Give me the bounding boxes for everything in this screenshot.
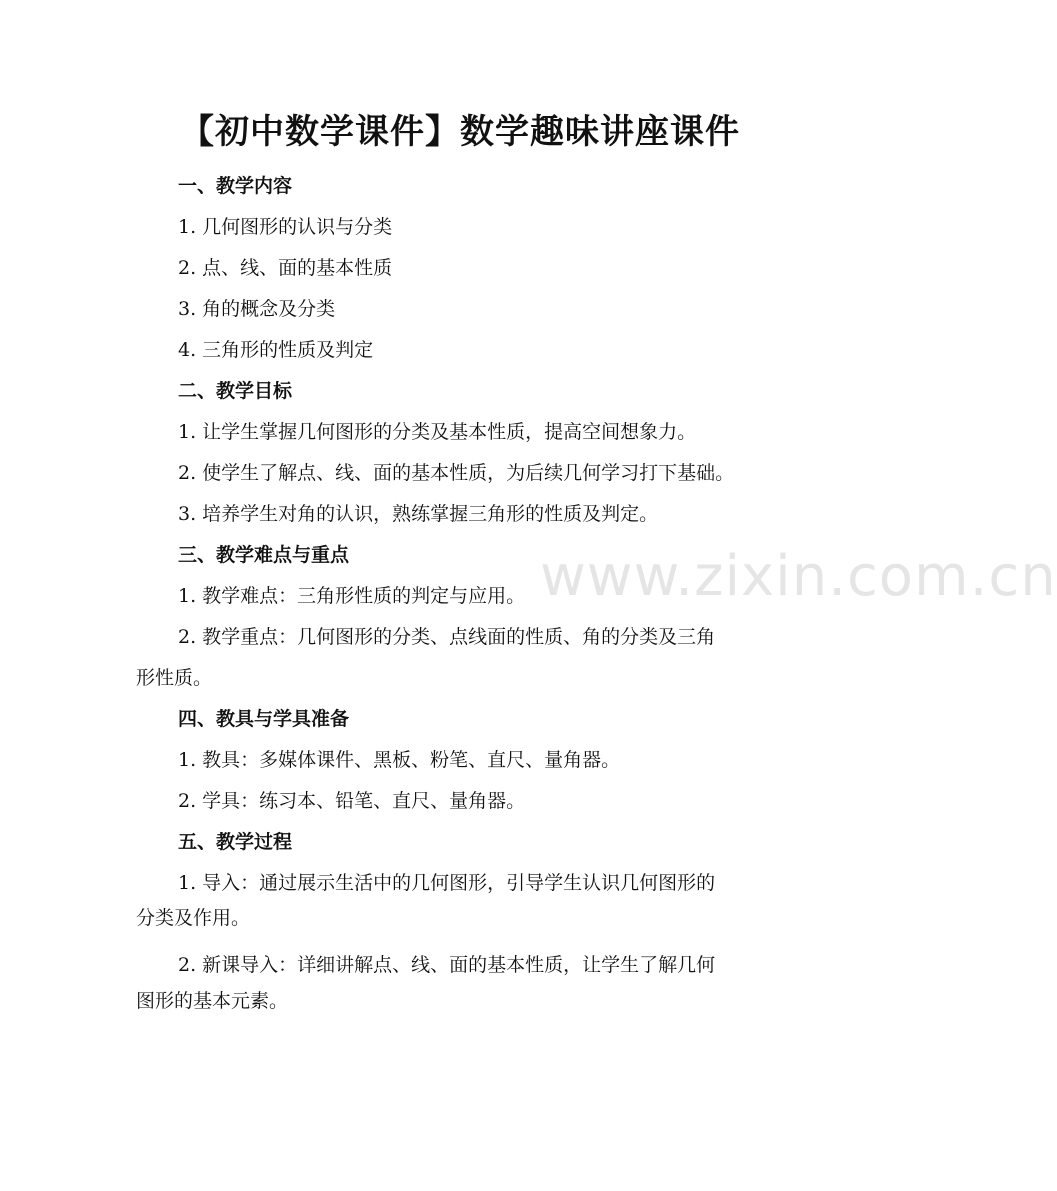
list-item: 1. 教学难点：三角形性质的判定与应用。 — [178, 585, 526, 607]
watermark: www.zixin.com.cn — [540, 544, 1057, 609]
list-item: 2. 点、线、面的基本性质 — [178, 257, 393, 279]
list-item: 1. 几何图形的认识与分类 — [178, 216, 393, 238]
list-item: 1. 教具：多媒体课件、黑板、粉笔、直尺、量角器。 — [178, 749, 621, 771]
list-item-continuation: 图形的基本元素。 — [136, 990, 289, 1012]
list-item: 2. 新课导入：详细讲解点、线、面的基本性质，让学生了解几何 — [178, 954, 716, 976]
section-heading-content: 一、教学内容 — [178, 175, 293, 197]
list-item-continuation: 分类及作用。 — [136, 907, 251, 929]
section-heading-objectives: 二、教学目标 — [178, 380, 293, 402]
document-title: 【初中数学课件】数学趣味讲座课件 — [180, 112, 740, 152]
section-heading-key-points: 三、教学难点与重点 — [178, 544, 350, 566]
list-item: 1. 导入：通过展示生活中的几何图形，引导学生认识几何图形的 — [178, 872, 716, 894]
section-heading-process: 五、教学过程 — [178, 831, 293, 853]
list-item: 3. 角的概念及分类 — [178, 298, 336, 320]
list-item: 2. 教学重点：几何图形的分类、点线面的性质、角的分类及三角 — [178, 626, 716, 648]
list-item: 2. 学具：练习本、铅笔、直尺、量角器。 — [178, 790, 526, 812]
list-item: 2. 使学生了解点、线、面的基本性质，为后续几何学习打下基础。 — [178, 462, 735, 484]
section-heading-materials: 四、教具与学具准备 — [178, 708, 350, 730]
list-item-continuation: 形性质。 — [136, 667, 213, 689]
list-item: 3. 培养学生对角的认识，熟练掌握三角形的性质及判定。 — [178, 503, 659, 525]
list-item: 4. 三角形的性质及判定 — [178, 339, 374, 361]
list-item: 1. 让学生掌握几何图形的分类及基本性质，提高空间想象力。 — [178, 421, 697, 443]
